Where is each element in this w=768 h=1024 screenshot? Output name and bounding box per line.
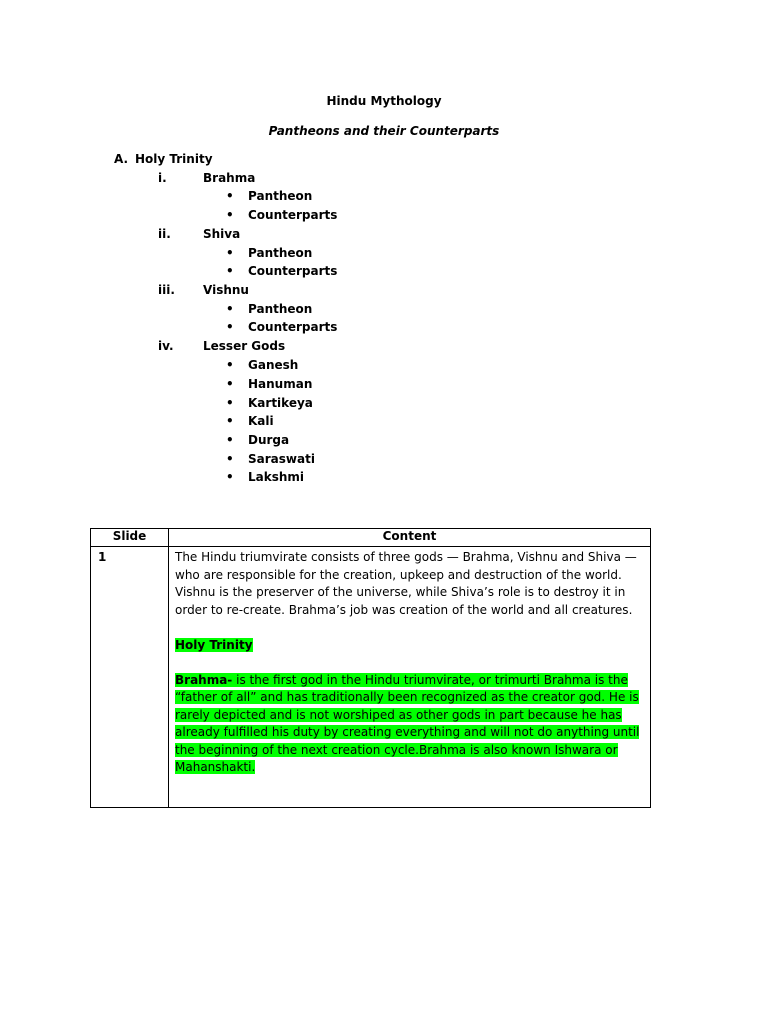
bullet-item: • Ganesh [248,358,298,372]
section-heading: Holy Trinity [135,152,213,166]
slide-content [169,547,651,808]
bullet-item: • Kartikeya [248,396,313,410]
item-label-brahma: Brahma [203,171,256,185]
bullet-item: • Durga [248,433,289,447]
table-header-row [91,529,651,547]
bullet-item: • Kali [248,414,274,428]
item-label-lesser-gods: Lesser Gods [203,339,286,353]
header-slide: Slide [91,529,169,547]
brahma-description: is the first god in the Hindu triumvirate, or trimurti Brahma is the “father of all” and has traditionally been recognized as the creator god. He is rarely depicted and is not worshiped as other gods in part because he has already fulfilled his duty by creating everything and will not do anything until the beginning of the next creation cycle.Brahma is also known Ishwara or Mahanshakti. [175,672,640,774]
item-marker: iii. [158,283,175,297]
item-marker: iv. [158,339,174,353]
item-label-shiva: Shiva [203,227,241,241]
bullet-item: • Pantheon [248,246,312,260]
slides-table [90,528,651,808]
bullet-item: • Counterparts [248,208,337,222]
bullet-item: • Saraswati [248,452,315,466]
bullet-item: • Lakshmi [248,470,304,484]
brahma-label: Brahma- [175,672,233,687]
bullet-item: • Counterparts [248,264,337,278]
bullet-item: • Counterparts [248,320,337,334]
table-row [91,547,651,808]
item-label-vishnu: Vishnu [203,283,249,297]
slide-number: 1 [91,547,169,808]
document-subtitle: Pantheons and their Counterparts [268,124,500,138]
bullet-item: • Hanuman [248,377,312,391]
holy-trinity-heading: Holy Trinity [175,637,253,652]
item-marker: ii. [158,227,171,241]
section-marker: A. [114,152,129,166]
item-marker: i. [158,171,167,185]
content-intro: The Hindu triumvirate consists of three gods — Brahma, Vishnu and Shiva — who are responsible for the creation, upkeep and destruction of the world. Vishnu is the preserver of the universe, while Shiva’s role is to destroy it in order to re-create. Brahma’s job was creation of the world and all creatures. [175,550,637,617]
header-content: Content [169,529,651,547]
document-title: Hindu Mythology [326,94,442,108]
bullet-item: • Pantheon [248,189,312,203]
bullet-item: • Pantheon [248,302,312,316]
